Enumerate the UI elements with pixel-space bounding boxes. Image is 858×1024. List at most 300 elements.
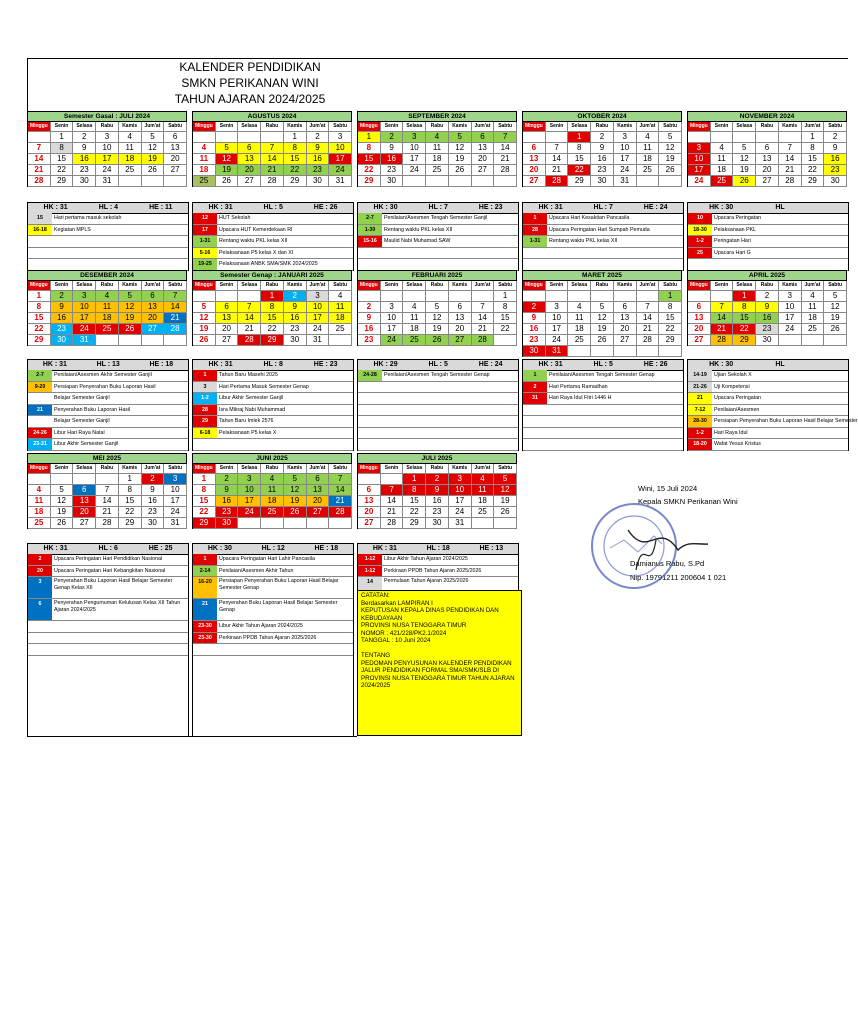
day-cell — [659, 346, 682, 357]
day-cell: 10 — [381, 313, 404, 324]
note-row — [193, 599, 353, 621]
day-cell: 25 — [28, 518, 51, 529]
note-date: 1-31 — [523, 236, 547, 247]
day-cell: 16 — [307, 154, 330, 165]
summary-hk: HK : 30 — [709, 361, 734, 368]
day-header: Senin — [51, 122, 74, 132]
note-date: 1 — [523, 370, 547, 381]
note-date: 1 — [193, 554, 217, 565]
day-cell: 23 — [381, 165, 404, 176]
day-cell: 28 — [472, 335, 495, 346]
month-calendar — [687, 111, 847, 187]
day-cell: 22 — [494, 324, 517, 335]
month-title: Semester Genap : JANUARI 2025 — [192, 270, 352, 281]
day-cell: 5 — [193, 302, 216, 313]
day-cell: 21 — [711, 324, 734, 335]
note-date — [28, 248, 52, 259]
day-cell: 24 — [546, 335, 569, 346]
day-cell: 27 — [614, 335, 637, 346]
day-cell: 13 — [307, 485, 330, 496]
day-cell: 9 — [381, 143, 404, 154]
note-row — [193, 382, 353, 394]
note-row-empty — [28, 236, 188, 248]
day-cell: 25 — [329, 324, 352, 335]
day-cell — [164, 176, 187, 187]
note-date: 7-12 — [688, 405, 712, 416]
month-grid — [357, 122, 517, 187]
day-cell — [711, 132, 734, 143]
note-text: Pelaksanaan PKL — [714, 226, 757, 233]
day-cell: 10 — [546, 313, 569, 324]
day-cell — [216, 291, 239, 302]
note-date: 14 — [358, 577, 382, 598]
day-cell: 19 — [733, 165, 756, 176]
day-cell: 6 — [688, 302, 711, 313]
day-header: Kamis — [284, 281, 307, 291]
day-cell — [494, 176, 517, 187]
month-calendar — [27, 453, 187, 529]
day-header: Selasa — [568, 122, 591, 132]
day-cell: 24 — [381, 335, 404, 346]
day-cell: 10 — [779, 302, 802, 313]
month-grid — [522, 281, 682, 357]
day-cell: 23 — [51, 324, 74, 335]
day-header: Senin — [216, 281, 239, 291]
day-header: Kamis — [284, 464, 307, 474]
day-cell: 24 — [614, 165, 637, 176]
note-row-empty — [523, 439, 683, 451]
day-cell — [494, 518, 517, 529]
day-cell — [238, 132, 261, 143]
day-cell: 18 — [637, 154, 660, 165]
note-text: Tahun Baru Masehi 2025 — [219, 372, 278, 378]
day-cell: 17 — [329, 154, 352, 165]
note-row — [28, 599, 188, 621]
month-title: Semester Gasal : JULI 2024 — [27, 111, 187, 122]
summary-hk: HK : 30 — [373, 204, 398, 211]
day-cell: 27 — [307, 507, 330, 518]
day-cell — [28, 474, 51, 485]
day-cell: 7 — [381, 485, 404, 496]
day-cell: 5 — [494, 474, 517, 485]
day-cell: 8 — [51, 143, 74, 154]
note-text: Libur Akhir Semester Ganjil — [54, 441, 119, 447]
signature-nip: Nip. 19791211 200604 1 021 — [630, 573, 727, 582]
note-date: 31 — [523, 393, 547, 404]
day-cell — [711, 291, 734, 302]
note-text: Upacara Hari Kesaktian Pancasila — [549, 215, 630, 221]
month-notes — [27, 370, 189, 451]
summary-hl: HL : 5 — [593, 361, 613, 368]
day-cell — [261, 132, 284, 143]
day-cell: 2 — [523, 302, 546, 313]
day-cell: 27 — [472, 165, 495, 176]
day-header: Senin — [381, 122, 404, 132]
note-date: 24-28 — [358, 370, 382, 381]
day-header: Minggu — [358, 464, 381, 474]
note-row — [688, 416, 858, 428]
day-cell: 17 — [403, 154, 426, 165]
day-cell: 6 — [358, 485, 381, 496]
note-text: Persiapan Penyerahan Buku Laporan Hasil Belajar Semester Genap — [219, 578, 339, 591]
day-cell: 25 — [96, 324, 119, 335]
note-date: 18-20 — [688, 439, 712, 450]
summary-hl: HL : 5 — [263, 204, 283, 211]
day-cell: 3 — [96, 132, 119, 143]
note-date — [523, 439, 547, 450]
day-cell — [637, 291, 660, 302]
day-cell: 29 — [51, 176, 74, 187]
day-cell: 12 — [449, 143, 472, 154]
day-cell: 26 — [119, 324, 142, 335]
day-cell: 16 — [358, 324, 381, 335]
day-cell — [238, 518, 261, 529]
day-cell — [472, 291, 495, 302]
note-row — [193, 633, 353, 645]
day-header: Minggu — [523, 281, 546, 291]
note-row — [358, 213, 518, 225]
day-header: Minggu — [193, 464, 216, 474]
day-cell: 14 — [164, 302, 187, 313]
note-text: Upacara Peringatan Hari Kebangkitan Nasional — [54, 567, 166, 574]
note-row-empty — [358, 416, 518, 428]
day-cell: 31 — [614, 176, 637, 187]
note-date: 6-18 — [193, 428, 217, 439]
note-date: 2 — [523, 382, 547, 393]
day-cell: 29 — [119, 518, 142, 529]
month-notes — [192, 554, 354, 736]
summary-he: HE : 13 — [479, 545, 504, 552]
day-cell: 24 — [238, 507, 261, 518]
day-cell: 6 — [449, 302, 472, 313]
day-header: Selasa — [733, 122, 756, 132]
day-cell: 3 — [381, 302, 404, 313]
day-cell: 3 — [779, 291, 802, 302]
note-date — [28, 416, 52, 427]
note-row — [28, 439, 188, 451]
day-cell — [688, 132, 711, 143]
day-cell: 17 — [381, 324, 404, 335]
day-cell: 15 — [119, 496, 142, 507]
note-date: 3 — [193, 382, 217, 393]
note-row-empty — [28, 248, 188, 260]
month-notes — [192, 370, 354, 451]
note-row-empty — [358, 248, 518, 260]
note-date — [523, 405, 547, 416]
note-row — [523, 236, 683, 248]
day-cell: 8 — [261, 302, 284, 313]
day-header: Rabu — [756, 122, 779, 132]
day-cell: 26 — [193, 335, 216, 346]
day-cell — [51, 474, 74, 485]
month-notes — [27, 554, 189, 736]
day-cell: 18 — [329, 313, 352, 324]
note-row-empty — [28, 633, 188, 645]
summary-he: HE : 11 — [149, 204, 173, 211]
summary-hl: HL : 12 — [261, 545, 285, 552]
day-cell: 24 — [164, 507, 187, 518]
day-cell — [637, 176, 660, 187]
day-cell — [614, 291, 637, 302]
note-row — [688, 382, 848, 394]
day-cell: 8 — [28, 302, 51, 313]
day-cell: 5 — [733, 143, 756, 154]
day-cell: 3 — [403, 132, 426, 143]
day-cell: 28 — [381, 518, 404, 529]
day-header: Sabtu — [164, 122, 187, 132]
note-text: Hari pertama masuk sekolah — [54, 215, 122, 221]
day-cell: 31 — [73, 335, 96, 346]
day-cell — [472, 176, 495, 187]
day-cell: 3 — [238, 474, 261, 485]
summary-he: HE : 18 — [149, 361, 174, 368]
month-grid — [357, 464, 517, 529]
note-date: 23-31 — [28, 439, 52, 450]
day-cell: 4 — [568, 302, 591, 313]
day-header: Selasa — [73, 122, 96, 132]
day-cell: 13 — [756, 154, 779, 165]
day-cell: 23 — [142, 507, 165, 518]
note-text: Persiapan Penyerahan Buku Laporan Hasil — [54, 383, 156, 390]
day-header: Senin — [51, 464, 74, 474]
day-header: Jum'at — [307, 464, 330, 474]
note-row — [688, 428, 848, 440]
month-grid — [192, 122, 352, 187]
summary-he: HE : 23 — [478, 204, 503, 211]
day-cell: 1 — [28, 291, 51, 302]
day-cell: 22 — [51, 165, 74, 176]
day-cell: 26 — [449, 165, 472, 176]
day-cell: 11 — [28, 496, 51, 507]
day-cell: 16 — [284, 313, 307, 324]
day-cell: 25 — [711, 176, 734, 187]
day-cell: 9 — [142, 485, 165, 496]
day-header: Selasa — [73, 281, 96, 291]
day-cell — [142, 335, 165, 346]
note-date: 3 — [28, 577, 52, 598]
day-header: Minggu — [28, 122, 51, 132]
note-row-empty — [358, 439, 518, 451]
day-cell: 12 — [659, 143, 682, 154]
day-cell: 13 — [216, 313, 239, 324]
note-date: 1 — [523, 213, 547, 224]
day-header: Sabtu — [329, 464, 352, 474]
day-cell: 13 — [688, 313, 711, 324]
day-cell: 25 — [119, 165, 142, 176]
note-date — [523, 428, 547, 439]
day-header: Rabu — [591, 122, 614, 132]
note-row — [193, 428, 353, 440]
day-cell: 4 — [403, 302, 426, 313]
note-date — [358, 259, 382, 270]
day-cell: 4 — [426, 132, 449, 143]
note-date — [523, 248, 547, 259]
day-header: Rabu — [261, 122, 284, 132]
summary-he: HE : 25 — [148, 545, 173, 552]
note-text: Belajar Semester Ganjil — [54, 395, 110, 401]
day-cell: 24 — [329, 165, 352, 176]
day-header: Sabtu — [494, 464, 517, 474]
day-cell: 28 — [329, 507, 352, 518]
day-cell — [546, 132, 569, 143]
day-cell: 27 — [449, 335, 472, 346]
note-text: Libur Hari Raya Natal — [54, 429, 105, 436]
month-calendar — [357, 270, 517, 346]
day-cell: 28 — [779, 176, 802, 187]
day-cell — [779, 132, 802, 143]
month-grid — [192, 464, 352, 529]
summary-he: HE : 18 — [314, 545, 339, 552]
summary-hl: HL : 13 — [96, 361, 120, 368]
day-cell: 10 — [688, 154, 711, 165]
note-date — [358, 405, 382, 416]
day-header: Rabu — [261, 281, 284, 291]
day-cell: 14 — [261, 154, 284, 165]
day-cell: 19 — [216, 165, 239, 176]
day-cell — [307, 518, 330, 529]
note-date: 2-14 — [193, 566, 217, 577]
day-cell: 15 — [802, 154, 825, 165]
day-cell: 13 — [472, 143, 495, 154]
day-cell: 14 — [329, 485, 352, 496]
note-date: 2-7 — [28, 370, 52, 381]
note-row-empty — [28, 644, 188, 656]
day-cell — [449, 291, 472, 302]
day-cell: 17 — [164, 496, 187, 507]
day-cell: 18 — [568, 324, 591, 335]
summary-hk: HK : 31 — [208, 361, 233, 368]
day-cell: 1 — [51, 132, 74, 143]
day-cell — [73, 474, 96, 485]
day-cell: 8 — [403, 485, 426, 496]
day-cell: 9 — [426, 485, 449, 496]
day-cell: 15 — [568, 154, 591, 165]
day-cell: 9 — [756, 302, 779, 313]
day-header: Senin — [711, 122, 734, 132]
day-cell: 18 — [28, 507, 51, 518]
day-header: Kamis — [614, 122, 637, 132]
summary-hk: HK : 31 — [538, 204, 563, 211]
day-cell: 28 — [546, 176, 569, 187]
day-cell — [591, 346, 614, 357]
day-cell — [381, 474, 404, 485]
day-cell: 10 — [307, 302, 330, 313]
day-cell: 16 — [381, 154, 404, 165]
summary-hl: HL : 4 — [98, 204, 119, 211]
day-cell: 21 — [164, 313, 187, 324]
note-date: 1 — [193, 370, 217, 381]
day-cell: 7 — [711, 302, 734, 313]
note-text: Penyerahan Pengumuman Kelulusan Kelas XII Tahun Ajaran 2024/2025 — [54, 600, 181, 613]
day-cell: 11 — [568, 313, 591, 324]
day-cell: 17 — [779, 313, 802, 324]
note-row — [523, 370, 683, 382]
day-cell: 5 — [426, 302, 449, 313]
note-row — [688, 393, 848, 405]
day-cell: 30 — [426, 518, 449, 529]
day-cell: 7 — [329, 474, 352, 485]
day-cell: 11 — [426, 143, 449, 154]
day-header: Selasa — [403, 122, 426, 132]
note-text: Uji Kompetensi — [714, 383, 750, 390]
month-grid — [357, 281, 517, 346]
day-cell: 28 — [238, 335, 261, 346]
note-date — [28, 393, 52, 404]
note-date: 1-30 — [358, 225, 382, 236]
day-cell: 17 — [96, 154, 119, 165]
day-cell: 22 — [659, 324, 682, 335]
day-cell: 2 — [358, 302, 381, 313]
note-row-empty — [28, 259, 188, 271]
note-text: Permulaan Tahun Ajaran 2025/2026 — [384, 578, 469, 584]
month-grid — [687, 122, 847, 187]
note-date: 20 — [28, 566, 52, 577]
note-row — [193, 416, 353, 428]
day-cell: 18 — [96, 313, 119, 324]
note-date: 15-16 — [358, 236, 382, 247]
note-date — [358, 428, 382, 439]
day-cell: 13 — [238, 154, 261, 165]
day-cell: 1 — [403, 474, 426, 485]
day-cell: 30 — [824, 176, 847, 187]
note-text: Libur Akhir Semester Ganjil — [219, 395, 284, 401]
day-cell: 10 — [449, 485, 472, 496]
day-cell: 9 — [358, 313, 381, 324]
day-cell: 23 — [523, 335, 546, 346]
day-cell: 1 — [358, 132, 381, 143]
day-cell: 2 — [73, 132, 96, 143]
day-cell: 5 — [591, 302, 614, 313]
day-cell: 3 — [307, 291, 330, 302]
note-date — [358, 393, 382, 404]
day-cell: 18 — [119, 154, 142, 165]
day-cell — [164, 335, 187, 346]
day-cell — [802, 335, 825, 346]
day-cell: 20 — [472, 154, 495, 165]
day-cell: 18 — [193, 165, 216, 176]
day-cell: 18 — [261, 496, 284, 507]
day-cell: 2 — [51, 291, 74, 302]
signature-name: Damianus Rabu, S.Pd — [630, 559, 705, 568]
signature-role: Kepala SMKN Perikanan Wini — [638, 497, 738, 506]
day-cell: 2 — [216, 474, 239, 485]
day-cell: 16 — [426, 496, 449, 507]
day-cell: 27 — [216, 335, 239, 346]
catatan-label: CATATAN: — [361, 592, 390, 599]
note-date — [193, 644, 217, 655]
day-header: Selasa — [403, 281, 426, 291]
day-cell: 4 — [261, 474, 284, 485]
day-cell: 12 — [51, 496, 74, 507]
note-date: 2 — [28, 554, 52, 565]
month-calendar — [27, 111, 187, 187]
day-cell: 21 — [238, 324, 261, 335]
day-cell: 20 — [164, 154, 187, 165]
note-row — [688, 370, 848, 382]
day-cell: 22 — [193, 507, 216, 518]
note-text: Upacara Peringatan — [714, 215, 762, 221]
day-header: Minggu — [358, 122, 381, 132]
day-cell: 29 — [802, 176, 825, 187]
day-header: Senin — [381, 464, 404, 474]
note-row — [193, 236, 353, 248]
note-row — [193, 405, 353, 417]
day-cell: 7 — [238, 302, 261, 313]
day-header: Senin — [216, 464, 239, 474]
catatan-box — [357, 590, 522, 736]
day-cell — [142, 176, 165, 187]
day-header: Senin — [51, 281, 74, 291]
